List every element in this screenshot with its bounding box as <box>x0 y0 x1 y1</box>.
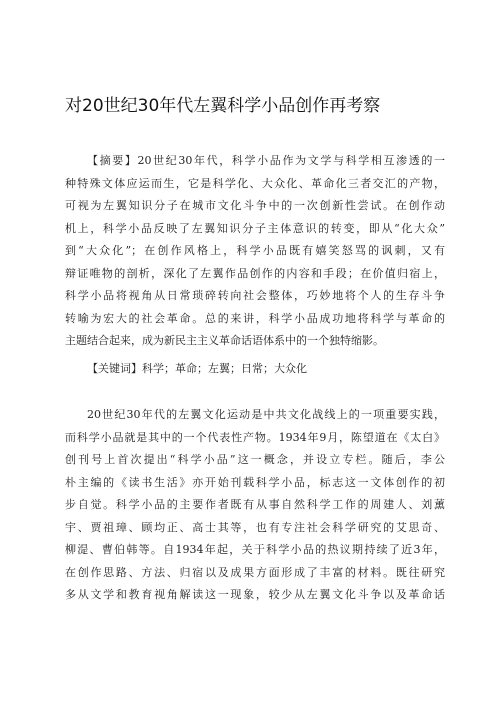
abstract-line: 科学小品将视角从日常琐碎转向社会整体，巧妙地将个人的生存斗争 <box>65 289 445 302</box>
abstract-line: 种特殊文体应运而生，它是科学化、大众化、革命化三者交汇的产物， <box>65 176 445 190</box>
body-line: 在创作思路、方法、归宿以及成果方面形成了丰富的材料。既往研究 <box>65 565 445 579</box>
document-title: 对20世纪30年代左翼科学小品创作再考察 <box>65 96 381 116</box>
abstract-line: 可视为左翼知识分子在城市文化斗争中的一次创新性尝试。在创作动 <box>65 199 445 212</box>
body-line: 宇、贾祖璋、顾均正、高士其等，也有专注社会科学研究的艾思奇、 <box>65 520 445 534</box>
keywords-line: 【关键词】科学；革命；左翼；日常；大众化 <box>87 362 307 375</box>
body-line: 步自觉。科学小品的主要作者既有从事自然科学工作的周建人、刘薰 <box>65 498 445 511</box>
abstract-line: 主题结合起来，成为新民主主义革命话语体系中的一个独特缩影。 <box>65 334 384 347</box>
abstract-line: 机上，科学小品反映了左翼知识分子主体意识的转变，即从“化大众” <box>65 221 445 235</box>
body-line: 而科学小品就是其中的一个代表性产物。1934年9月，陈望道在《太白》 <box>65 430 445 444</box>
body-line: 朴主编的《读书生活》亦开始刊载科学小品，标志这一文体创作的初 <box>65 475 445 489</box>
body-line: 创刊号上首次提出“科学小品”这一概念，并设立专栏。随后，李公 <box>65 453 445 466</box>
body-line: 柳湜、曹伯韩等。自1934年起，关于科学小品的热议期持续了近3年， <box>65 543 445 556</box>
abstract-line: 转喻为宏大的社会革命。总的来讲，科学小品成功地将科学与革命的 <box>65 311 445 325</box>
keywords-section <box>65 358 445 381</box>
abstract-section <box>65 150 445 353</box>
abstract-line: 【摘要】20世纪30年代，科学小品作为文学与科学相互渗透的一 <box>87 154 445 167</box>
body-line: 多从文学和教育视角解读这一现象，较少从左翼文化斗争以及革命话 <box>65 588 445 601</box>
body-line: 20世纪30年代的左翼文化运动是中共文化战线上的一项重要实践， <box>87 408 445 421</box>
abstract-line: 辩证唯物的剖析，深化了左翼作品创作的内容和手段；在价值归宿上， <box>65 266 445 280</box>
abstract-line: 到“大众化”；在创作风格上，科学小品既有嬉笑怒骂的讽刺，又有 <box>65 244 445 257</box>
body-section <box>65 404 445 607</box>
